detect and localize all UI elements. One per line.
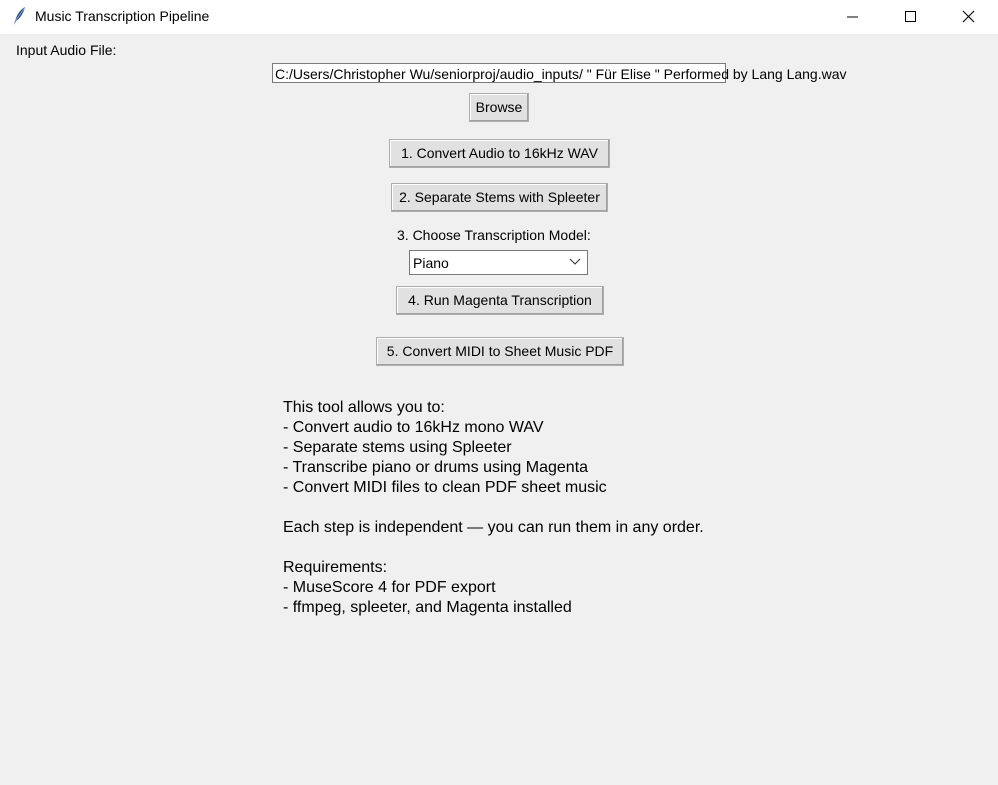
info-line: - Convert audio to 16kHz mono WAV: [283, 419, 544, 436]
minimize-icon: [847, 11, 859, 23]
separate-stems-button[interactable]: 2. Separate Stems with Spleeter: [391, 183, 608, 212]
maximize-icon: [905, 11, 917, 23]
info-line: [283, 498, 704, 518]
feather-icon: [11, 6, 29, 26]
info-text: [283, 398, 704, 618]
close-button[interactable]: [940, 0, 998, 34]
audio-file-path-value: C:/Users/Christopher Wu/seniorproj/audio_inputs/ " Für Elise " Performed by Lang Lang.wav: [275, 66, 847, 82]
chevron-down-icon: [569, 258, 581, 266]
transcription-model-value: Piano: [413, 255, 449, 271]
info-line: - MuseScore 4 for PDF export: [283, 579, 496, 596]
minimize-button[interactable]: [824, 0, 882, 34]
convert-midi-button[interactable]: 5. Convert MIDI to Sheet Music PDF: [376, 337, 624, 366]
transcription-model-select[interactable]: [409, 250, 588, 275]
info-line: Each step is independent — you can run them in any order.: [283, 519, 704, 536]
title-bar[interactable]: [0, 0, 998, 34]
window-title: Music Transcription Pipeline: [35, 8, 210, 24]
info-line: - Transcribe piano or drums using Magenta: [283, 459, 589, 476]
close-icon: [963, 11, 975, 23]
choose-model-label: 3. Choose Transcription Model:: [397, 227, 591, 243]
info-line: Requirements:: [283, 559, 388, 576]
info-line: - ffmpeg, spleeter, and Magenta installed: [283, 599, 572, 616]
audio-file-path-input[interactable]: [272, 63, 847, 83]
info-line: [283, 538, 704, 558]
run-magenta-button[interactable]: 4. Run Magenta Transcription: [396, 286, 604, 315]
input-audio-label: Input Audio File:: [16, 42, 117, 58]
browse-button[interactable]: Browse: [469, 93, 529, 122]
info-line: - Separate stems using Spleeter: [283, 439, 512, 456]
info-line: This tool allows you to:: [283, 399, 445, 416]
info-line: - Convert MIDI files to clean PDF sheet music: [283, 479, 607, 496]
convert-wav-button[interactable]: 1. Convert Audio to 16kHz WAV: [389, 139, 610, 168]
maximize-button[interactable]: [882, 0, 940, 34]
